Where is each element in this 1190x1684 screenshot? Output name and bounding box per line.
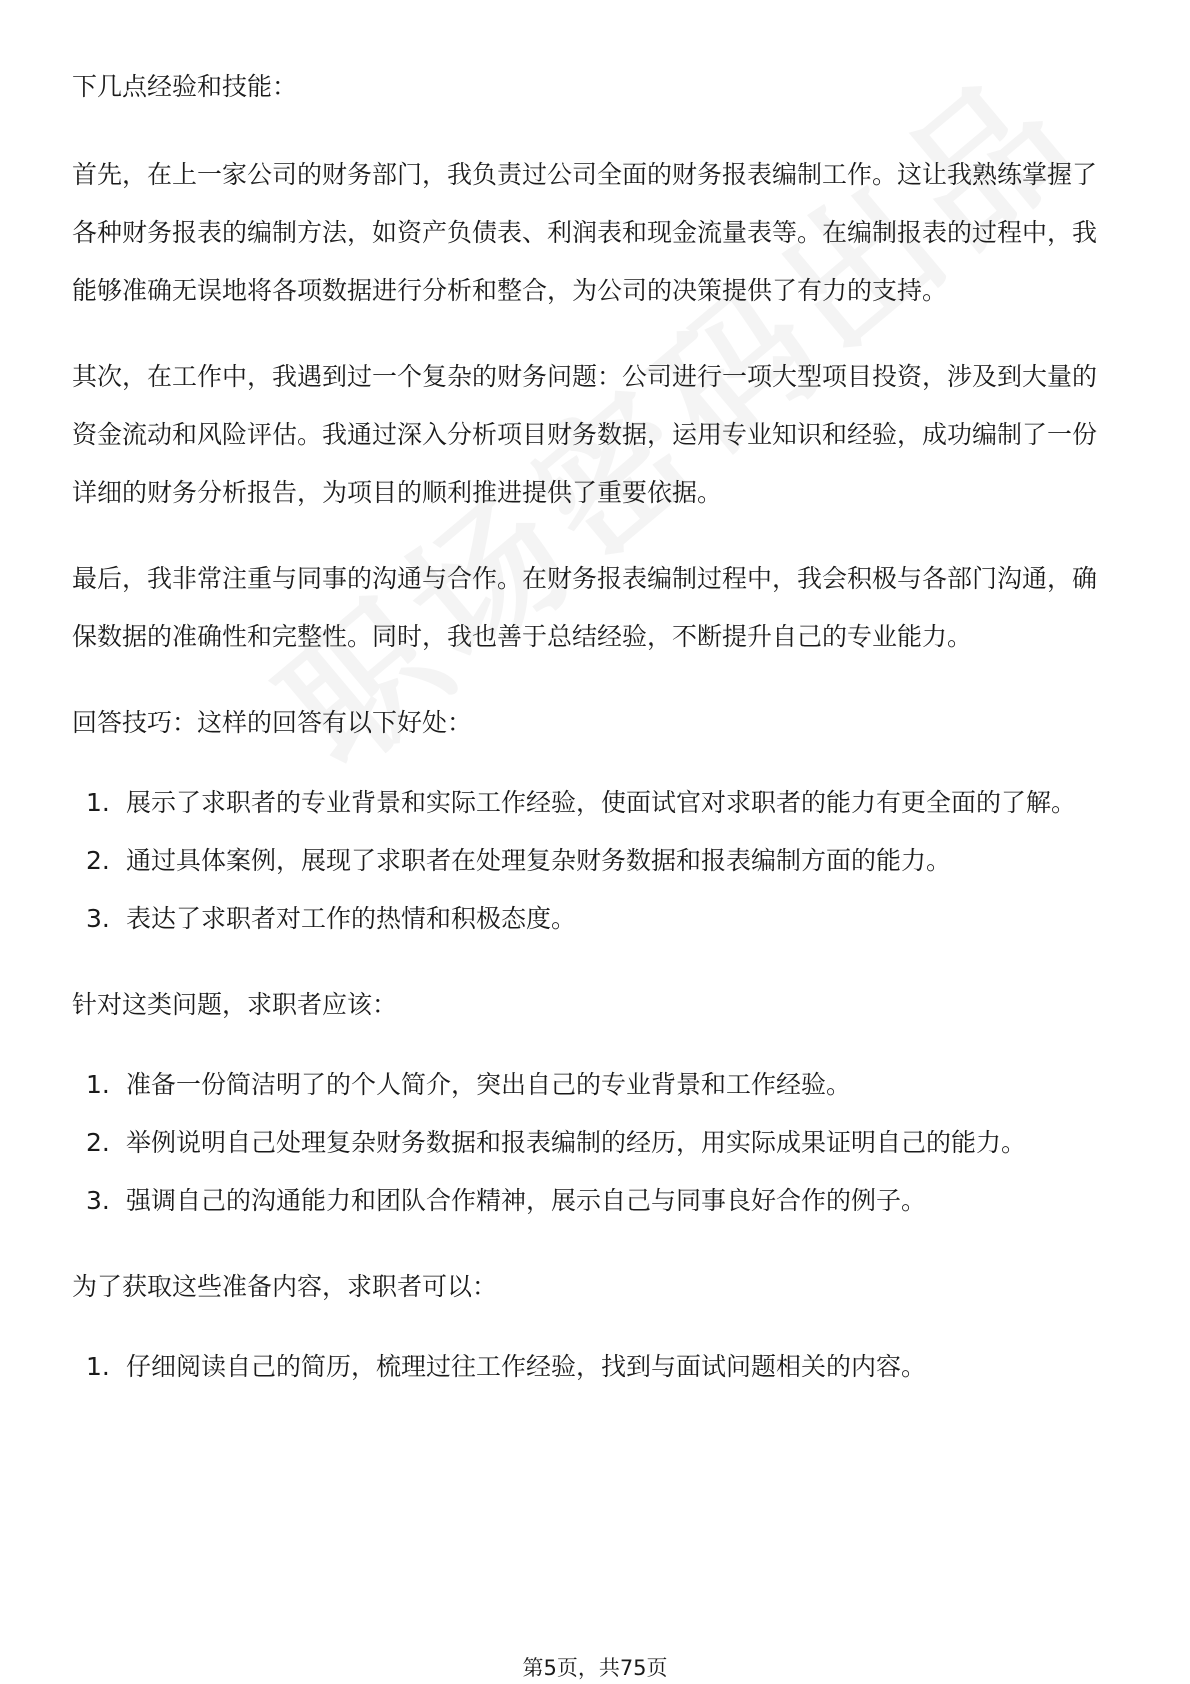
list-number: 3. (86, 904, 110, 933)
list-item-text: 展示了求职者的专业背景和实际工作经验，使面试官对求职者的能力有更全面的了解。 (126, 788, 1077, 817)
prepare-list (72, 1338, 1118, 1396)
list-item-text: 表达了求职者对工作的热情和积极态度。 (126, 904, 577, 933)
list-number: 1. (86, 1070, 110, 1099)
page-number-footer: 第5页，共75页 (522, 1656, 668, 1680)
list-item (72, 1056, 1118, 1114)
list-item-text: 准备一份简洁明了的个人简介，突出自己的专业背景和工作经验。 (126, 1070, 852, 1099)
should-heading: 针对这类问题，求职者应该： (72, 990, 398, 1019)
paragraph-second: 其次，在工作中，我遇到过一个复杂的财务问题：公司进行一项大型项目投资，涉及到大量的资金流动和风险评估。我通过深入分析项目财务数据，运用专业知识和经验，成功编制了一份详细的财务分析报告，为项目的顺利推进提供了重要依据。 (72, 362, 1098, 507)
list-item-text: 仔细阅读自己的简历，梳理过往工作经验，找到与面试问题相关的内容。 (126, 1352, 927, 1381)
list-item (72, 832, 1118, 890)
should-list (72, 1056, 1118, 1230)
list-number: 1. (86, 1352, 110, 1381)
list-item-text: 举例说明自己处理复杂财务数据和报表编制的经历，用实际成果证明自己的能力。 (126, 1128, 1027, 1157)
list-item-text: 强调自己的沟通能力和团队合作精神，展示自己与同事良好合作的例子。 (126, 1186, 927, 1215)
list-item (72, 1114, 1118, 1172)
document-body (72, 58, 1118, 1396)
paragraph-third: 最后，我非常注重与同事的沟通与合作。在财务报表编制过程中，我会积极与各部门沟通，确保数据的准确性和完整性。同时，我也善于总结经验，不断提升自己的专业能力。 (72, 564, 1098, 651)
list-item (72, 774, 1118, 832)
tips-heading: 回答技巧：这样的回答有以下好处： (72, 708, 473, 737)
list-number: 2. (86, 846, 110, 875)
list-number: 2. (86, 1128, 110, 1157)
list-item-text: 通过具体案例，展现了求职者在处理复杂财务数据和报表编制方面的能力。 (126, 846, 952, 875)
intro-text: 下几点经验和技能： (72, 72, 298, 101)
list-item (72, 1172, 1118, 1230)
tips-list (72, 774, 1118, 948)
list-number: 1. (86, 788, 110, 817)
list-number: 3. (86, 1186, 110, 1215)
list-item (72, 1338, 1118, 1396)
prepare-heading: 为了获取这些准备内容，求职者可以： (72, 1272, 498, 1301)
paragraph-first: 首先，在上一家公司的财务部门，我负责过公司全面的财务报表编制工作。这让我熟练掌握了各种财务报表的编制方法，如资产负债表、利润表和现金流量表等。在编制报表的过程中，我能够准确无误地将各项数据进行分析和整合，为公司的决策提供了有力的支持。 (72, 160, 1098, 305)
list-item (72, 890, 1118, 948)
